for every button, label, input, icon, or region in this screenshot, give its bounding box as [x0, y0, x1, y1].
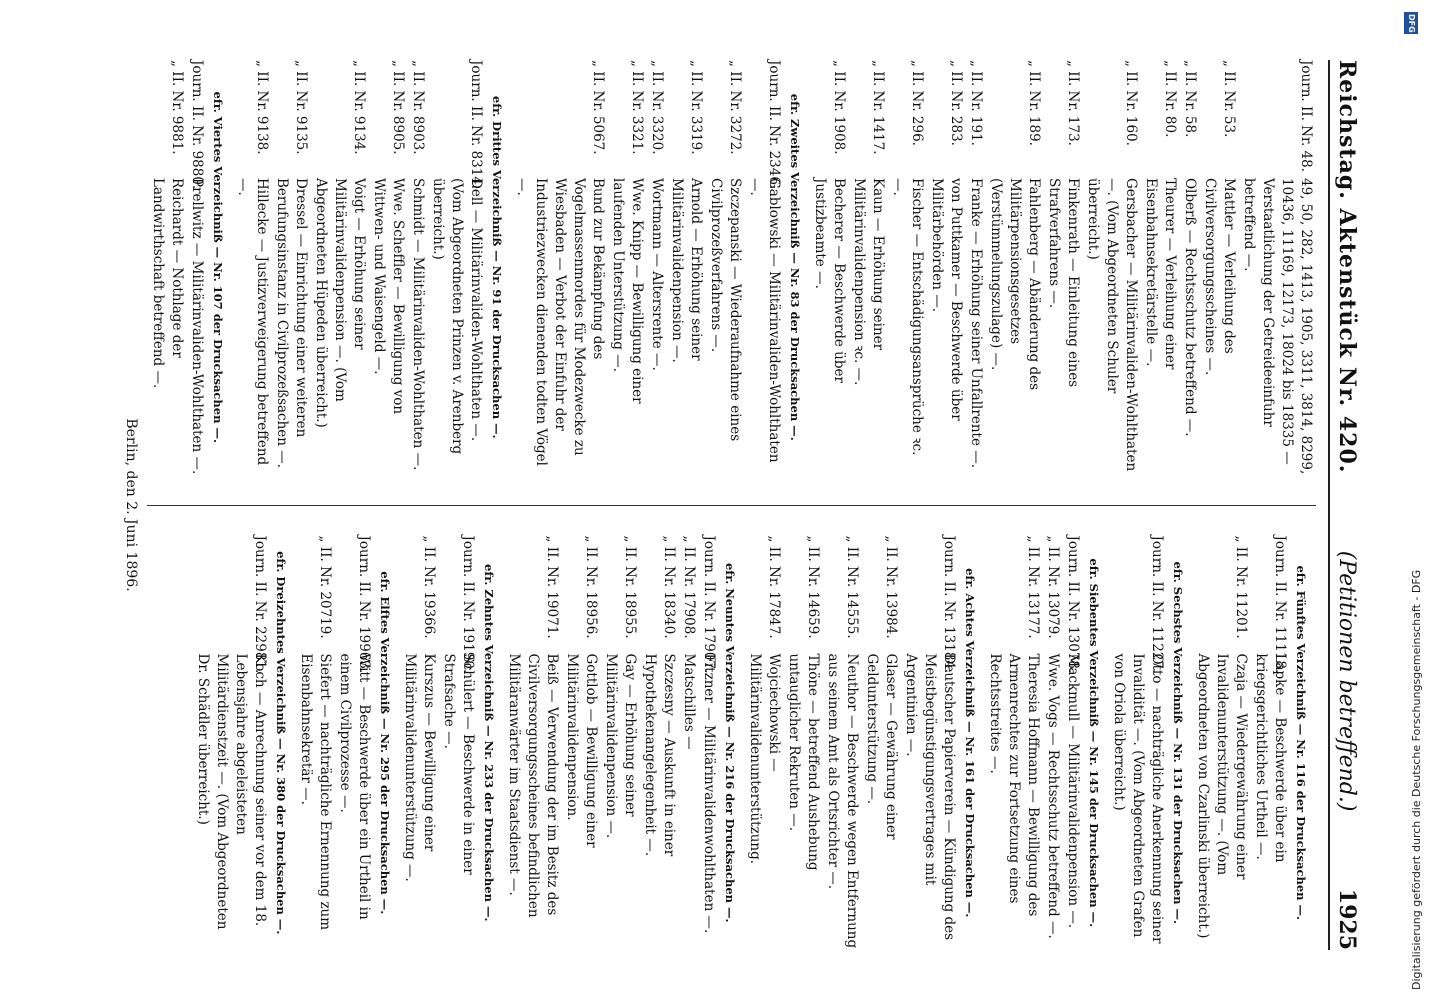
- petition-entry: [369, 60, 407, 475]
- petition-text: Witt — Beschwerde über ein Urtheil in einem Civilprozesse —.: [337, 653, 372, 920]
- petition-text: Gablowski — Militärinvaliden-Wohlthaten —.: [747, 178, 782, 463]
- journal-reference: „ II. Nr. 8903.: [410, 60, 426, 155]
- petition-entry: [1180, 60, 1199, 475]
- petition-text: Czaja — Wiedergewährung einer Invalidenunterstützung —. (Vom Abgeordneten von Czarlinski überreicht.): [1195, 653, 1249, 939]
- petition-entry: [888, 60, 926, 475]
- journal-reference: Journ. II. Nr. 11118.: [1272, 535, 1288, 674]
- petition-text: Bund zur Bekämpfung des Vogelmassenmordes für Modezwecke zu Wiesbaden — Verbot der Einfuhr der Industriezwecken dienenden todten Vögel —.: [514, 178, 606, 466]
- petition-entry: [667, 60, 705, 475]
- journal-reference: „ II. Nr. 9138.: [254, 60, 270, 155]
- section-heading: efr. Siebentes Verzeichniß — Nr. 145 der Drucksachen —.: [1087, 558, 1101, 928]
- petition-entry: [1109, 536, 1166, 951]
- petition-entry: [562, 536, 600, 951]
- petition-entry: [849, 60, 887, 475]
- journal-reference: „ II. Nr. 17847.: [766, 535, 782, 639]
- petition-entry: [439, 536, 477, 951]
- petition-text: Fischer — Entschädigungsansprüche ꝛc. —.: [890, 178, 925, 456]
- petition-text: Thöne — betreffend Aushebung untauglicher Rekruten —.: [786, 653, 821, 871]
- petition-entry: [601, 536, 639, 951]
- petition-entry: [408, 60, 427, 475]
- journal-reference: „ II. Nr. 58.: [1182, 60, 1198, 138]
- journal-reference: „ II. Nr. 5067.: [590, 60, 606, 155]
- petition-text: Kaun — Erhöhung seiner Militärinvalidenpension ꝛc. —.: [851, 178, 886, 386]
- petition-entry: [647, 60, 666, 475]
- petition-text: Dressel — Einrichtung einer weiteren Berufungsinstanz in Civilprozeßsachen —.: [274, 178, 309, 469]
- petition-text: Beiß — Verwendung der im Besitz des Civilversorgungsscheines befindlichen Militäranwärter im Staatsdienst —.: [506, 653, 560, 918]
- dfg-sidebar: [1400, 0, 1434, 1000]
- journal-reference: „ II. Nr. 1417.: [870, 60, 886, 155]
- petition-text: Mackmull — Militärinvalidenpension —.: [1065, 653, 1081, 929]
- section-heading: efr. Drittes Verzeichniß — Nr. 91 der Drucksachen —.: [490, 95, 504, 439]
- petition-entry: [187, 60, 206, 475]
- journal-reference: „ II. Nr. 14555.: [844, 535, 860, 639]
- petition-text: Gay — Erhöhung seiner Militärinvalidenpension —.: [603, 653, 638, 839]
- journal-reference: Journ. II. Nr. 19190.: [460, 535, 476, 674]
- petition-text: Fitzner — Militärinvalidenwohlthaten —.: [701, 653, 717, 934]
- petition-text: Glaser — Gewährung einer Geldunterstützung —.: [864, 653, 899, 840]
- journal-reference: Journ. II. Nr. 22981.: [252, 535, 268, 674]
- petition-text: Koch — Anrechnung seiner vor dem 18. Lebensjahre abgeleisteten Militärdienstzeit —. (Vom Abgeordneten Dr. Schädler überreicht.): [195, 653, 268, 930]
- journal-reference: „ II. Nr. 80.: [1162, 60, 1178, 138]
- petition-text: Arnold — Erhöhung seiner Militärinvalidenpension —.: [669, 178, 704, 363]
- columns: [147, 60, 1316, 950]
- journal-reference: „ II. Nr. 53.: [1221, 60, 1237, 138]
- dfg-logo: DFG: [1404, 12, 1418, 34]
- petition-entry: [966, 60, 985, 475]
- petition-entry: [148, 60, 186, 475]
- petition-entry: [504, 536, 561, 951]
- journal-reference: „ II. Nr. 3319.: [688, 60, 704, 155]
- petition-text: Schülert — Beschwerde in einer Strafsache —.: [441, 653, 476, 875]
- journal-reference: Journ. II. Nr. 13078.: [1065, 535, 1081, 674]
- petition-entry: [810, 60, 848, 475]
- journal-reference: „ II. Nr. 9135.: [293, 60, 309, 155]
- petition-entry: [706, 60, 744, 475]
- petition-text: Kurszus — Bewilligung einer Militärinvalidenunterstützung —.: [402, 653, 437, 882]
- journal-reference: „ II. Nr. 9881.: [169, 60, 185, 155]
- column-divider: [147, 505, 1316, 506]
- petition-text: 49, 50, 282, 1413, 1905, 3311, 3814, 8299, 10436, 11169, 12173, 18024 bis 18335 — Verstaatlichung der Getreideeinfuhr betreffend —.: [1241, 178, 1314, 475]
- petition-entry: [862, 536, 900, 951]
- right-column: [147, 536, 1316, 951]
- journal-reference: „ II. Nr. 18340.: [661, 535, 677, 639]
- journal-reference: „ II. Nr. 11201.: [1233, 535, 1249, 639]
- digitization-note: Digitalisierung gefördert durch die Deutsche Forschungsgemeinschaft - DFG: [1410, 569, 1423, 990]
- journal-reference: „ II. Nr. 191.: [968, 60, 984, 146]
- petition-entry: [428, 60, 485, 475]
- petition-text: Neuthor — Beschwerde wegen Entfernung aus seinem Amt als Ortsrichter —.: [825, 653, 860, 949]
- petition-text: Wwe. Scheffler — Bewilligung von Wittwen- und Waisengeld —.: [371, 178, 406, 415]
- petition-entry: [985, 536, 1042, 951]
- petition-entry: [699, 536, 718, 951]
- petition-text: von Puttkamer — Beschwerde über Militärbehörden —.: [929, 178, 964, 421]
- petition-text: Schmidt — Militärinvaliden-Wohlthaten —.: [410, 178, 426, 471]
- petition-text: Becherer — Beschwerde über Justizbeamte —.: [812, 178, 847, 383]
- journal-reference: Journ. II. Nr. 19963.: [356, 535, 372, 674]
- page-number: 1925: [1334, 888, 1360, 950]
- petition-text: Prellwitz — Militärinvaliden-Wohlthaten —.: [189, 178, 205, 475]
- journal-reference: „ II. Nr. 19071.: [544, 535, 560, 639]
- journal-reference: „ II. Nr. 296.: [909, 60, 925, 146]
- journal-reference: „ II. Nr. 3321.: [629, 60, 645, 155]
- petition-text: Siefert — nachträgliche Ernennung zum Eisenbahnsekretär —.: [298, 653, 333, 931]
- section-heading: efr. Elftes Verzeichniß — Nr. 295 der Drucksachen —.: [378, 571, 392, 915]
- journal-reference: Journ. II. Nr. 11227.: [1149, 535, 1165, 674]
- petition-entry: [679, 536, 698, 951]
- journal-reference: „ II. Nr. 17908.: [681, 535, 697, 639]
- footer-date: Berlin, den 2. Juni 1896.: [123, 418, 139, 592]
- petition-text: Dell — Militärinvaliden-Wohlthaten —. (Vom Abgeordneten Prinzen v. Arenberg überreicht.): [430, 178, 484, 455]
- petition-entry: [233, 60, 271, 475]
- section-heading: efr. Viertes Verzeichniß — Nr. 107 der Drucksachen —.: [211, 91, 225, 443]
- petition-entry: [1043, 536, 1062, 951]
- petition-text: Lapke — Beschwerde über ein kriegsgerichtliches Urtheil —.: [1253, 653, 1288, 863]
- petition-text: Gersbacher — Militärinvaliden-Wohlthaten —. (Vom Abgeordneten Schuler überreicht.): [1085, 178, 1139, 472]
- petition-entry: [745, 536, 783, 951]
- journal-reference: „ II. Nr. 189.: [1026, 60, 1042, 146]
- petition-text: Voigt — Erhöhung seiner Militärinvalidenpension —. (Vom Abgeordneten Hüpeden überreicht.): [313, 178, 367, 428]
- section-heading: efr. Zweites Verzeichniß — Nr. 83 der Drucksachen —.: [788, 93, 802, 441]
- petition-text: Finkenrath — Einleitung eines Strafverfahrens —.: [1046, 178, 1081, 388]
- journal-reference: „ II. Nr. 173.: [1065, 60, 1081, 146]
- petition-entry: [640, 536, 678, 951]
- petition-text: Wwe. Vogs — Rechtsschutz betreffend —.: [1045, 653, 1061, 939]
- section-heading: efr. Sechstes Verzeichniß — Nr. 131 der Drucksachen —.: [1171, 561, 1185, 924]
- petition-entry: [1193, 536, 1250, 951]
- petition-text: Wortmann — Altersrente —.: [649, 178, 665, 371]
- journal-reference: „ II. Nr. 3272.: [727, 60, 743, 155]
- petition-text: Otto — nachträgliche Anerkennung seiner Invalidität —. (Vom Abgeordneten Grafen von Oriola überreicht.): [1111, 653, 1165, 944]
- petition-entry: [1044, 60, 1082, 475]
- section-heading: efr. Fünftes Verzeichniß — Nr. 116 der Drucksachen —.: [1294, 565, 1308, 921]
- petition-entry: [1083, 60, 1140, 475]
- petition-entry: [193, 536, 269, 951]
- journal-reference: Journ. II. Nr. 17907.: [701, 535, 717, 674]
- left-column: [147, 60, 1316, 475]
- journal-reference: Journ. II. Nr. 9880.: [189, 60, 205, 190]
- petition-entry: [1239, 60, 1315, 475]
- journal-reference: „ II. Nr. 18956.: [583, 535, 599, 639]
- petition-entry: [901, 536, 958, 951]
- petition-text: Fahlenberg — Abänderung des Militärpensionsgesetzes (Verstümmelungszulage) —.: [988, 178, 1042, 391]
- section-heading: efr. Zehntes Verzeichniß — Nr. 233 der Drucksachen —.: [482, 564, 496, 922]
- journal-reference: Journ. II. Nr. 8314.: [468, 60, 484, 190]
- journal-reference: „ II. Nr. 20719.: [317, 535, 333, 639]
- petition-entry: [1200, 60, 1238, 475]
- petition-entry: [311, 60, 368, 475]
- petition-text: Matschilles —: [681, 653, 697, 750]
- journal-reference: „ II. Nr. 13177.: [1025, 535, 1041, 639]
- petition-text: Theresia Hoffmann — Bewilligung des Armenrechtes zur Fortsetzung eines Rechtsstreites —.: [987, 653, 1041, 917]
- journal-reference: „ II. Nr. 19366.: [421, 535, 437, 639]
- journal-reference: „ II. Nr. 13984.: [883, 535, 899, 639]
- journal-reference: „ II. Nr. 283.: [948, 60, 964, 146]
- page-header: [1328, 60, 1360, 950]
- journal-reference: Journ. II. Nr. 13184.: [941, 535, 957, 674]
- journal-reference: „ II. Nr. 3320.: [649, 60, 665, 155]
- petition-text: Szczesny — Auskunft in einer Hypothekenangelegenheit —.: [642, 653, 677, 857]
- petition-entry: [296, 536, 334, 951]
- section-heading: efr. Achtes Verzeichniß — Nr. 161 der Drucksachen —.: [963, 568, 977, 918]
- petition-entry: [784, 536, 822, 951]
- petition-text: Mattler — Verleihung des Civilversorgungsscheines —.: [1202, 178, 1237, 376]
- petition-entry: [745, 60, 783, 475]
- petition-entry: [512, 60, 607, 475]
- journal-reference: Journ. II. Nr. 48.: [1298, 60, 1314, 173]
- petition-entry: [608, 60, 646, 475]
- petition-entry: [1141, 60, 1179, 475]
- petition-text: Hillecke — Justizverweigerung betreffend —.: [235, 178, 270, 466]
- journal-reference: „ II. Nr. 13079.: [1045, 535, 1061, 639]
- petition-entry: [1251, 536, 1289, 951]
- petition-entry: [335, 536, 373, 951]
- petition-text: Wojciechowski — Militärinvalidenunterstützung.: [747, 653, 782, 865]
- petition-text: Franke — Erhöhung seiner Unfallrente —.: [968, 178, 984, 469]
- journal-reference: „ II. Nr. 1908.: [831, 60, 847, 155]
- petition-entry: [272, 60, 310, 475]
- petition-text: Deutscher Papierverein — Kündigung des Meistbegünstigungsvertrages mit Argentinien —.: [903, 653, 957, 941]
- petition-text: Olberß — Rechtsschutz betreffend —.: [1182, 178, 1198, 437]
- petition-text: Theurer — Verleihung einer Eisenbahnsekretärstelle —.: [1143, 178, 1178, 370]
- petition-entry: [927, 60, 965, 475]
- journal-reference: „ II. Nr. 18955.: [622, 535, 638, 639]
- petition-text: Szczepanski — Wiederaufnahme eines Civilprozeßverfahrens —.: [708, 178, 743, 442]
- journal-reference: „ II. Nr. 8905.: [390, 60, 406, 155]
- header-subtitle: (Petitionen betreffend.): [1334, 550, 1359, 812]
- petition-entry: [986, 60, 1043, 475]
- section-heading: efr. Dreizehntes Verzeichniß — Nr. 380 der Drucksachen —.: [274, 551, 288, 935]
- journal-reference: „ II. Nr. 9134.: [351, 60, 367, 155]
- section-heading: efr. Neuntes Verzeichniß — Nr. 216 der Drucksachen —.: [723, 562, 737, 923]
- journal-reference: Journ. II. Nr. 2346.: [766, 60, 782, 190]
- petition-entry: [823, 536, 861, 951]
- petition-text: Reichardt — Nothlage der Landwirthschaft betreffend —.: [150, 178, 185, 389]
- header-title: Reichstag. Aktenstück Nr. 420.: [1334, 60, 1360, 474]
- petition-text: Wwe. Knipp — Bewilligung einer laufenden Unterstützung —.: [610, 178, 645, 404]
- petition-entry: [1063, 536, 1082, 951]
- petition-entry: [400, 536, 438, 951]
- journal-reference: „ II. Nr. 160.: [1123, 60, 1139, 146]
- journal-reference: „ II. Nr. 14659.: [805, 535, 821, 639]
- petition-text: Gottlob — Bewilligung einer Militärinvalidenpension.: [564, 653, 599, 848]
